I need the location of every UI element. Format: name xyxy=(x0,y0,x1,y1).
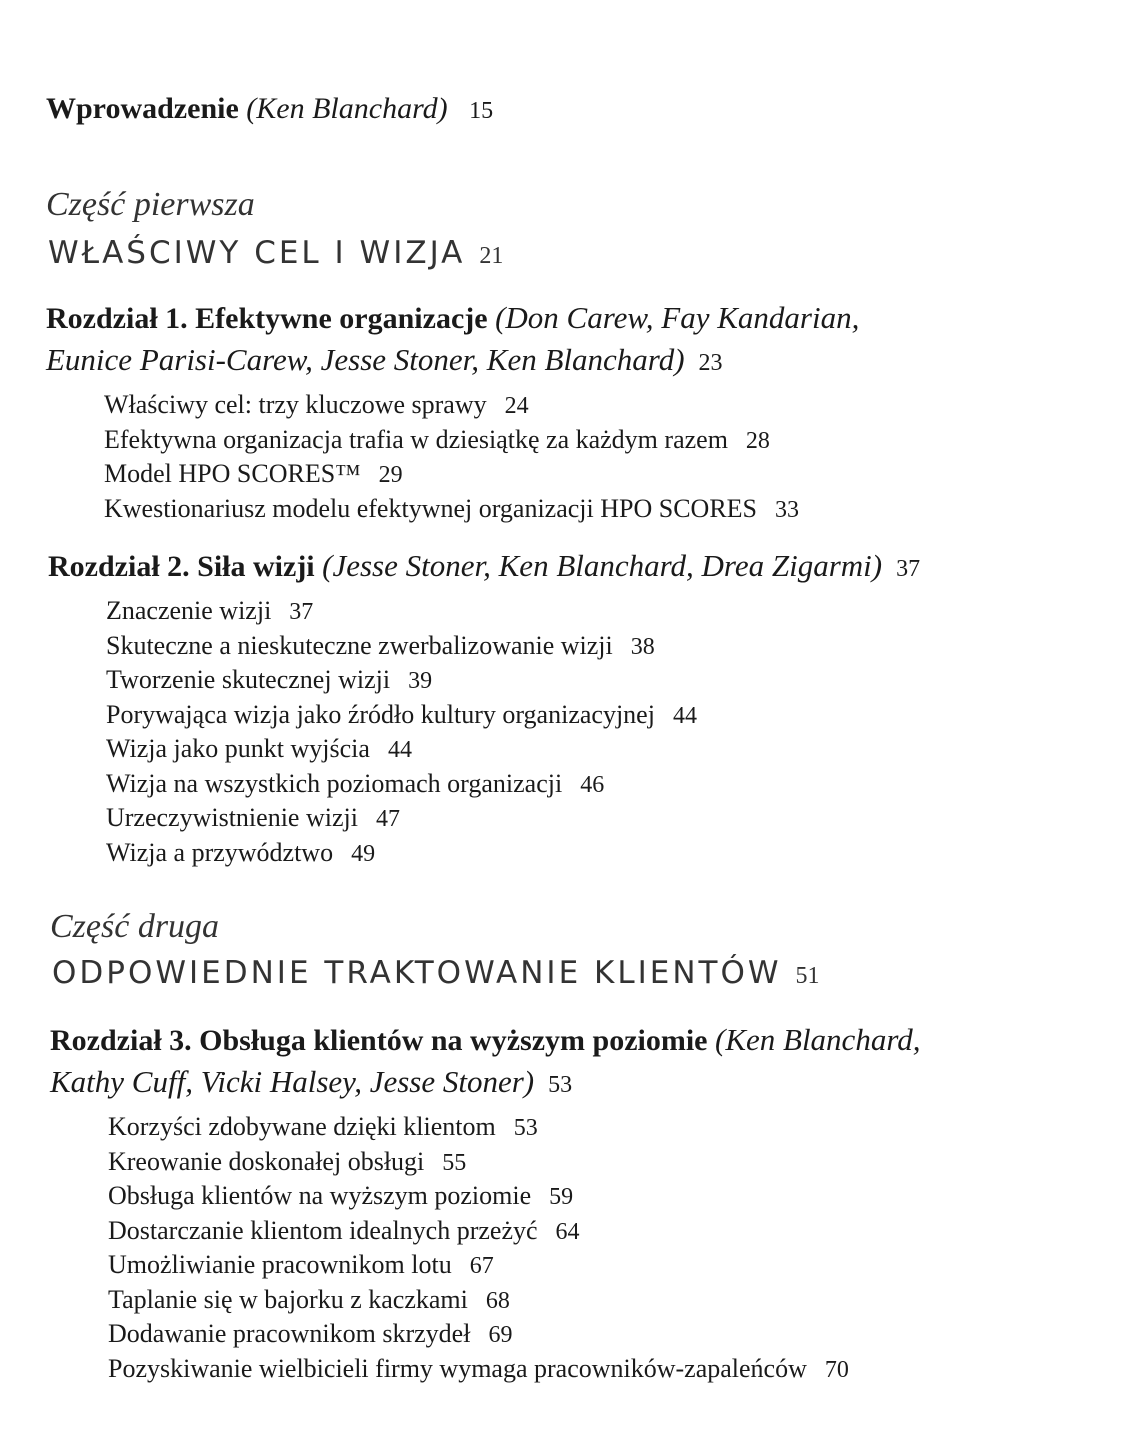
chapter2-title: Rozdział 2. Siła wizji xyxy=(48,550,315,583)
list-item xyxy=(104,423,799,458)
chapter1-title: Rozdział 1. Efektywne organizacje xyxy=(46,302,488,335)
entry-page: 44 xyxy=(672,702,697,729)
list-item xyxy=(106,663,697,698)
part2-title-line xyxy=(52,955,820,991)
chapter1-heading-line2 xyxy=(46,342,723,378)
entry-title: Taplanie się w bajorku z kaczkami xyxy=(108,1284,468,1314)
entry-title: Skuteczne a nieskuteczne zwerbalizowanie wizji xyxy=(106,630,613,660)
chapter1-heading-line1 xyxy=(46,300,859,336)
chapter3-entries xyxy=(108,1110,849,1386)
list-item xyxy=(108,1179,849,1214)
chapter1-page: 23 xyxy=(698,350,723,376)
part1-title-line xyxy=(48,235,503,271)
chapter3-title: Rozdział 3. Obsługa klientów na wyższym poziomie xyxy=(50,1024,708,1057)
part1-label: Część pierwsza xyxy=(46,186,255,223)
part1-title: WŁAŚCIWY CEL I WIZJA xyxy=(48,235,466,271)
entry-page: 59 xyxy=(549,1184,574,1210)
entry-page: 37 xyxy=(289,599,314,625)
chapter2-entries xyxy=(106,594,697,870)
intro-heading xyxy=(46,92,493,126)
list-item xyxy=(106,767,697,802)
entry-title: Model HPO SCORES™ xyxy=(104,459,361,488)
chapter3-authors-line2: Kathy Cuff, Vicki Halsey, Jesse Stoner) xyxy=(50,1064,535,1099)
chapter3-heading-line2 xyxy=(50,1064,572,1100)
entry-page: 67 xyxy=(469,1253,494,1279)
entry-title: Urzeczywistnienie wizji xyxy=(106,803,358,832)
list-item xyxy=(108,1283,849,1318)
list-item xyxy=(108,1145,849,1180)
entry-page: 38 xyxy=(630,633,655,660)
entry-page: 68 xyxy=(485,1287,510,1314)
entry-title: Właściwy cel: trzy kluczowe sprawy xyxy=(104,390,487,419)
chapter3-heading-line1 xyxy=(50,1022,920,1058)
entry-page: 33 xyxy=(775,496,800,523)
intro-title: Wprowadzenie xyxy=(46,92,239,125)
list-item xyxy=(106,698,697,733)
entry-page: 64 xyxy=(555,1218,580,1245)
list-item xyxy=(106,836,697,871)
list-item xyxy=(108,1352,849,1387)
entry-title: Wizja na wszystkich poziomach organizacji xyxy=(106,768,563,798)
intro-author: (Ken Blanchard) xyxy=(246,92,448,125)
entry-page: 28 xyxy=(745,427,770,454)
list-item xyxy=(104,457,799,492)
chapter1-authors-line2: Eunice Parisi-Carew, Jesse Stoner, Ken Blanchard) xyxy=(46,342,685,377)
chapter1-entries xyxy=(104,388,799,526)
chapter2-authors: (Jesse Stoner, Ken Blanchard, Drea Zigarmi) xyxy=(322,548,883,583)
entry-title: Wizja a przywództwo xyxy=(106,837,334,867)
list-item xyxy=(104,388,799,423)
chapter3-authors-line1: (Ken Blanchard, xyxy=(715,1022,921,1057)
entry-title: Korzyści zdobywane dzięki klientom xyxy=(108,1112,496,1141)
chapter2-page: 37 xyxy=(896,556,921,582)
part2-title: ODPOWIEDNIE TRAKTOWANIE KLIENTÓW xyxy=(52,955,782,991)
entry-title: Wizja jako punkt wyjścia xyxy=(106,734,370,763)
part1-page: 21 xyxy=(479,243,504,269)
entry-title: Kreowanie doskonałej obsługi xyxy=(108,1146,425,1176)
entry-title: Dostarczanie klientom idealnych przeżyć xyxy=(108,1215,538,1245)
entry-page: 55 xyxy=(442,1149,467,1176)
entry-title: Znaczenie wizji xyxy=(106,596,272,625)
entry-title: Dodawanie pracownikom skrzydeł xyxy=(108,1319,471,1348)
list-item xyxy=(108,1248,849,1283)
chapter3-page: 53 xyxy=(548,1072,573,1098)
entry-page: 70 xyxy=(824,1356,849,1383)
list-item xyxy=(108,1214,849,1249)
chapter2-heading xyxy=(48,548,920,584)
list-item xyxy=(106,801,697,836)
list-item xyxy=(106,629,697,664)
chapter1-authors-line1: (Don Carew, Fay Kandarian, xyxy=(495,300,860,335)
entry-page: 46 xyxy=(580,771,605,798)
list-item xyxy=(108,1110,849,1145)
entry-title: Obsługa klientów na wyższym poziomie xyxy=(108,1181,532,1210)
entry-page: 39 xyxy=(408,668,433,694)
part2-page: 51 xyxy=(795,963,820,989)
entry-title: Efektywna organizacja trafia w dziesiątkę za każdym razem xyxy=(104,424,728,454)
entry-page: 53 xyxy=(513,1115,538,1141)
list-item xyxy=(106,594,697,629)
entry-title: Porywająca wizja jako źródło kultury organizacyjnej xyxy=(106,699,655,729)
entry-title: Umożliwianie pracownikom lotu xyxy=(108,1250,452,1279)
entry-page: 47 xyxy=(375,806,400,832)
list-item xyxy=(108,1317,849,1352)
entry-title: Tworzenie skutecznej wizji xyxy=(106,665,391,694)
entry-title: Pozyskiwanie wielbicieli firmy wymaga pracowników-zapaleńców xyxy=(108,1353,807,1383)
entry-page: 29 xyxy=(378,462,403,488)
list-item xyxy=(106,732,697,767)
entry-page: 49 xyxy=(351,840,376,867)
list-item xyxy=(104,492,799,527)
intro-page: 15 xyxy=(469,98,494,124)
entry-page: 24 xyxy=(504,393,529,419)
entry-page: 69 xyxy=(488,1322,513,1348)
entry-page: 44 xyxy=(387,737,412,763)
part2-label: Część druga xyxy=(50,908,220,945)
entry-title: Kwestionariusz modelu efektywnej organizacji HPO SCORES xyxy=(104,493,758,523)
